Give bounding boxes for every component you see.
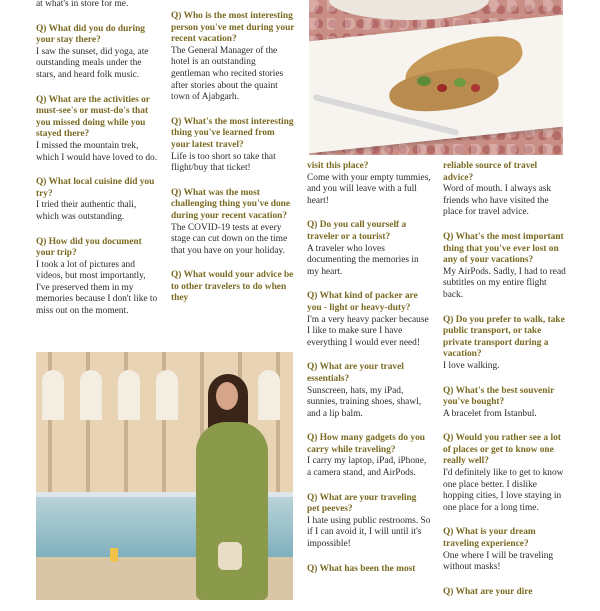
- question: Q) How did you document your trip?: [36, 236, 142, 259]
- question: Q) What would your advice be to other travelers to do when they: [171, 270, 294, 304]
- garnish: [454, 78, 466, 87]
- qa-block: [443, 587, 567, 599]
- qa-block: [307, 493, 431, 551]
- qa-block: [443, 161, 567, 219]
- qa-block: [36, 24, 160, 82]
- food-photo: [309, 0, 563, 155]
- qa-block: [443, 386, 567, 421]
- qa-block: [443, 527, 567, 573]
- question: Q) Who is the most interesting person you've met during your recent vacation?: [171, 11, 295, 45]
- question: reliable source of travel advice?: [443, 161, 538, 183]
- answer: A bracelet from Istanbul.: [443, 408, 537, 419]
- answer: I'd definitely like to get to know one place better. I dislike hopping cities, I love staying in one place for a long time.: [443, 468, 564, 513]
- question: Q) Do you call yourself a traveler or a tourist?: [307, 220, 407, 242]
- question: Q) What are your dire: [443, 586, 533, 597]
- answer: Word of mouth. I always ask friends who have visited the place for travel advice.: [443, 184, 552, 218]
- question: Q) What's the best souvenir you've bought?: [443, 385, 555, 408]
- answer: Life is too short so take that flight/buy that ticket!: [171, 151, 276, 174]
- qa-block: [36, 177, 160, 223]
- qa-block: [171, 188, 295, 258]
- answer: I carry my laptop, iPad, iPhone, a camera stand, and AirPods.: [307, 456, 427, 479]
- question: Q) What are the activities or must-see's or must-do's that you missed doing while you stayed there?: [36, 94, 150, 140]
- garnish: [437, 84, 447, 92]
- answer: The General Manager of the hotel is an outstanding gentleman who recited stories after stories about the quaint town of Ajabgarh.: [171, 45, 284, 103]
- qa-block: [307, 161, 431, 207]
- question: Q) How many gadgets do you carry while traveling?: [307, 433, 425, 455]
- question: Q) What did you do during your stay there?: [36, 23, 145, 46]
- answer: at what's in store for me.: [36, 0, 129, 9]
- answer: Sunscreen, hats, my iPad, sunnies, training shoes, shawl, and a lip balm.: [307, 385, 422, 419]
- question: Q) What kind of packer are you - light or heavy-duty?: [307, 291, 418, 313]
- question: Q) Would you rather see a lot of places or get to know one really well?: [443, 433, 561, 467]
- woman-dress: [196, 422, 268, 600]
- portrait-photo: [36, 352, 293, 600]
- column-2: [171, 11, 295, 318]
- garnish: [471, 84, 480, 92]
- column-1: [36, 0, 160, 331]
- answer: I took a lot of pictures and videos, but most importantly, I've preserved them in my memories because I don't like to miss out on the moment.: [36, 259, 158, 317]
- handbag: [218, 542, 242, 570]
- qa-block: [307, 564, 431, 576]
- answer: Come with your empty tummies, and you will leave with a full heart!: [307, 172, 431, 206]
- qa-block: [171, 117, 295, 175]
- qa-block: [36, 0, 160, 11]
- qa-block: [443, 315, 567, 373]
- answer: One where I will be traveling without masks!: [443, 550, 554, 573]
- answer: I tried their authentic thali, which was outstanding.: [36, 200, 137, 222]
- column-4: [443, 161, 567, 611]
- drink-glass: [110, 548, 118, 562]
- qa-block: [307, 433, 431, 479]
- qa-block: [307, 362, 431, 420]
- question: Q) What's the most interesting thing you've learned from your latest travel?: [171, 116, 294, 150]
- answer: I love walking.: [443, 360, 500, 371]
- answer: The COVID-19 tests at every stage can cut down on the time that you have on your holiday.: [171, 222, 288, 256]
- arch: [156, 370, 178, 420]
- question: Q) What local cuisine did you try?: [36, 177, 155, 199]
- qa-block: [443, 433, 567, 514]
- question: Q) What has been the most: [307, 563, 416, 574]
- question: Q) What are your travel essentials?: [307, 362, 404, 384]
- woman-face: [216, 382, 238, 410]
- qa-block: [36, 95, 160, 165]
- qa-block: [171, 11, 295, 104]
- answer: I hate using public restrooms. So if I can avoid it, I will until it's impossible!: [307, 515, 431, 550]
- qa-block: [307, 220, 431, 278]
- qa-block: [171, 270, 295, 305]
- qa-block: [307, 291, 431, 349]
- question: Q) What was the most challenging thing you've done during your recent vacation?: [171, 187, 291, 221]
- question: Q) What are your traveling pet peeves?: [307, 492, 417, 515]
- arch: [80, 370, 102, 420]
- arch: [42, 370, 64, 420]
- answer: My AirPods. Sadly, I had to read subtitles on my entire flight back.: [443, 266, 566, 300]
- arch: [118, 370, 140, 420]
- answer: A traveler who loves documenting the memories in my heart.: [307, 243, 419, 277]
- column-3: [307, 161, 431, 588]
- answer: I'm a very heavy packer because I like to make sure I have everything I would ever need!: [307, 314, 429, 348]
- qa-block: [443, 232, 567, 302]
- arch: [258, 370, 280, 420]
- answer: I missed the mountain trek, which I would have loved to do.: [36, 140, 158, 163]
- question: visit this place?: [307, 161, 369, 171]
- question: Q) What is your dream traveling experience?: [443, 527, 536, 550]
- answer: I saw the sunset, did yoga, ate outstanding meals under the stars, and heard folk music.: [36, 46, 149, 80]
- question: Q) What's the most important thing that you've ever lost on any of your vacations?: [443, 231, 564, 266]
- question: Q) Do you prefer to walk, take public transport, or take private transport during a vacation?: [443, 314, 565, 360]
- qa-block: [36, 237, 160, 318]
- garnish: [417, 76, 431, 86]
